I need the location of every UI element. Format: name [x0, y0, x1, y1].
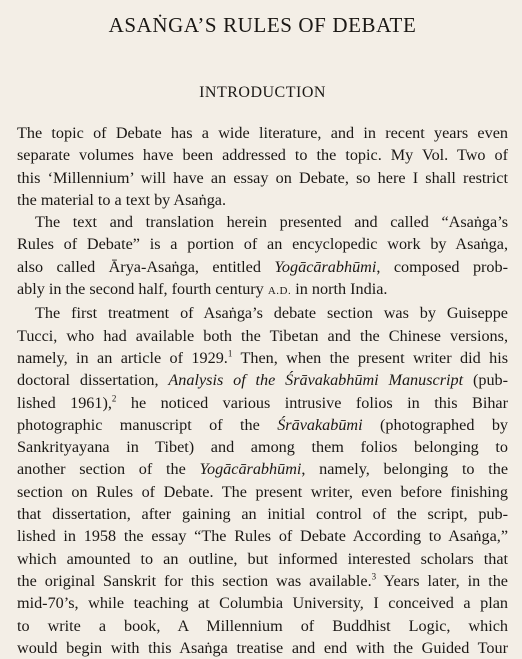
text-fragment: in north India. — [295, 280, 388, 299]
text-line — [17, 458, 508, 480]
text-line — [17, 570, 508, 592]
text-fragment: , composed prob- — [376, 257, 509, 276]
page-title: ASAṄGA’S RULES OF DEBATE — [108, 13, 417, 37]
text-line: the material to a text by Asaṅga. — [17, 190, 227, 209]
work-title: Analysis of the Śrāvakabhūmi Manuscript — [168, 371, 464, 390]
text-line: would begin with this Asaṅga treatise and end with the Guided Tour — [17, 638, 508, 657]
text-fragment: he noticed various intrusive folios in this Bihar — [116, 393, 508, 412]
text-line — [17, 278, 508, 302]
text-line: to write a book, A Millennium of Buddhist Logic, which — [17, 616, 508, 635]
text-line — [17, 392, 508, 414]
text-line: Rules of Debate” is a portion of an encyclopedic work by Asaṅga, — [17, 235, 508, 254]
text-line — [17, 369, 508, 391]
text-line: lished in 1958 the essay “The Rules of Debate According to Asaṅga,” — [17, 527, 508, 546]
text-fragment: also called Ārya-Asaṅga, entitled — [17, 257, 261, 276]
text-line: section on Rules of Debate. The present writer, even before finishing — [17, 482, 508, 501]
text-fragment: doctoral dissertation, — [17, 371, 159, 390]
footnote-marker: 2 — [111, 393, 117, 404]
text-line: which amounted to an outline, but informed interested scholars that — [17, 549, 508, 568]
text-fragment: lished 1961), — [17, 393, 112, 412]
text-fragment: (pub- — [463, 371, 509, 390]
section-heading: INTRODUCTION — [199, 84, 326, 101]
paragraph-2 — [17, 211, 508, 302]
text-fragment: another section of the — [17, 460, 186, 479]
text-line: The topic of Debate has a wide literature, and in recent years even — [17, 124, 508, 142]
text-fragment: (photographed by — [362, 415, 509, 434]
text-line: separate volumes have been addressed to the topic. My Vol. Two of — [17, 146, 508, 165]
text-line — [17, 256, 508, 278]
text-fragment: photographic manuscript of the — [17, 415, 260, 434]
footnote-marker: 3 — [371, 571, 377, 582]
text-fragment: the original Sanskrit for this section was available. — [17, 571, 372, 590]
text-fragment: Years later, in the — [376, 571, 508, 590]
body-text — [17, 122, 508, 659]
work-title: Śrāvakabūmi — [277, 415, 363, 434]
era-abbrev: A.D. — [267, 285, 292, 298]
text-line — [17, 347, 508, 369]
text-fragment: namely, in an article of 1929. — [17, 348, 228, 367]
text-line: this ‘Millennium’ will have an essay on Debate, so here I shall restrict — [17, 168, 508, 187]
paragraph-3 — [17, 302, 508, 659]
text-line: The text and translation herein presented and called “Asaṅga’s — [35, 213, 508, 232]
text-fragment: , namely, belonging to the — [301, 460, 509, 479]
text-line: Tucci, who had available both the Tibetan and the Chinese versions, — [17, 326, 508, 345]
footnote-marker: 1 — [227, 348, 233, 359]
work-title: Yogācārabhūmi — [199, 460, 302, 479]
text-line: Sankrityayana in Tibet) and among them folios belonging to — [17, 438, 508, 457]
text-line — [17, 414, 508, 436]
text-fragment: ably in the second half, fourth century — [17, 280, 264, 299]
text-line: The first treatment of Asaṅga’s debate section was by Guiseppe — [35, 304, 508, 323]
work-title: Yogācārabhūmi — [274, 257, 377, 276]
text-fragment: Then, when the present writer did his — [232, 348, 508, 367]
paragraph-1 — [17, 122, 508, 211]
text-line: that dissertation, after gaining an initial control of the script, pub- — [17, 505, 508, 524]
text-line: mid-70’s, while teaching at Columbia University, I conceived a plan — [17, 594, 508, 613]
